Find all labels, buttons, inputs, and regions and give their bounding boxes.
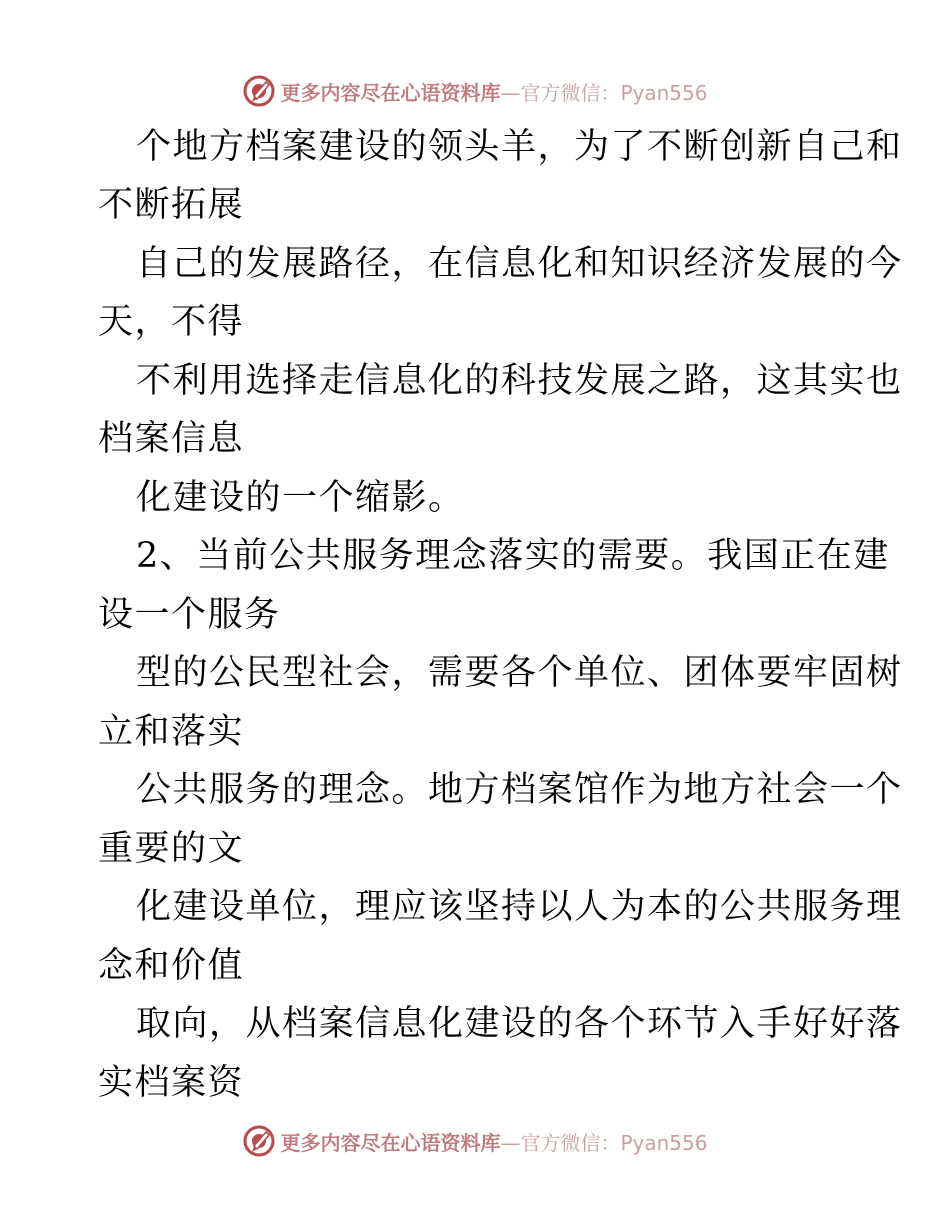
body-line: 2、当前公共服务理念落实的需要。我国正在建 (136, 536, 890, 576)
footer-wechat: 官方微信：Pyan556 (520, 1130, 708, 1155)
body-line: 重要的文 (98, 829, 245, 869)
footer-separator: — (500, 1130, 521, 1155)
header-brand: 更多内容尽在心语资料库 (280, 80, 501, 105)
logo-icon (242, 1124, 276, 1158)
footer-brand: 更多内容尽在心语资料库 (280, 1130, 501, 1155)
body-line: 个地方档案建设的领头羊，为了不断创新自己和 (136, 127, 903, 167)
body-line: 实档案资 (98, 1063, 245, 1103)
body-line: 化建设的一个缩影。 (136, 478, 465, 518)
header-wechat: 官方微信：Pyan556 (520, 80, 708, 105)
body-line: 立和落实 (98, 712, 245, 752)
footer-watermark (0, 1121, 950, 1161)
body-line: 不利用选择走信息化的科技发展之路，这其实也 (136, 361, 903, 401)
body-line: 不断拓展 (98, 185, 245, 225)
body-line: 取向，从档案信息化建设的各个环节入手好好落 (136, 1004, 903, 1044)
footer-text (280, 1127, 707, 1156)
body-line: 念和价值 (98, 946, 245, 986)
body-line: 档案信息 (98, 419, 245, 459)
body-line: 天，不得 (98, 302, 245, 342)
body-line: 自己的发展路径，在信息化和知识经济发展的今 (136, 244, 903, 284)
body-line: 公共服务的理念。地方档案馆作为地方社会一个 (136, 770, 903, 810)
body-line: 型的公民型社会，需要各个单位、团体要牢固树 (136, 653, 903, 693)
header-separator: — (500, 80, 521, 105)
body-line: 设一个服务 (98, 595, 281, 635)
body-line: 化建设单位，理应该坚持以人为本的公共服务理 (136, 887, 903, 927)
